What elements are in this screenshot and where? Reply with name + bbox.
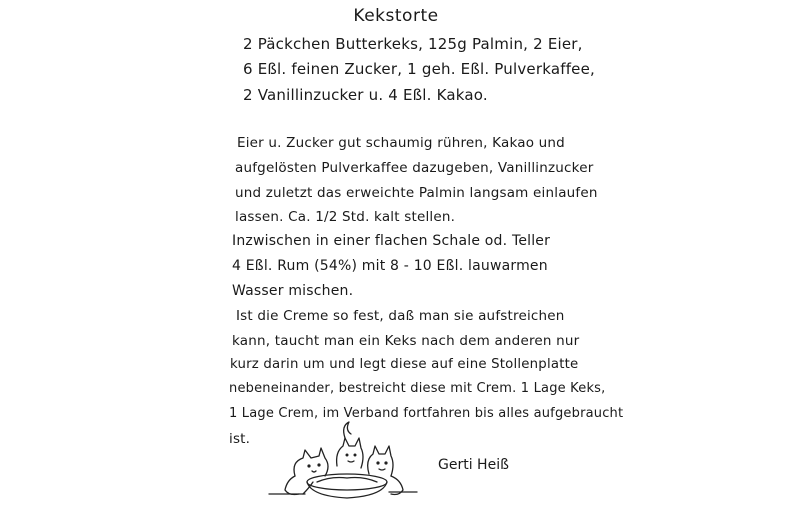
instruction-line: aufgelösten Pulverkaffee dazugeben, Vanillinzucker — [235, 160, 594, 176]
ingredient-line: 2 Vanillinzucker u. 4 Eßl. Kakao. — [243, 86, 488, 104]
instruction-line: und zuletzt das erweichte Palmin langsam einlaufen — [235, 185, 598, 201]
instruction-line: Inzwischen in einer flachen Schale od. Teller — [232, 233, 551, 249]
instruction-line: Wasser mischen. — [232, 283, 354, 299]
cats-bowl-illustration — [265, 418, 425, 508]
instruction-line: Ist die Creme so fest, daß man sie aufstreichen — [236, 308, 565, 324]
instruction-line: 1 Lage Crem, im Verband fortfahren bis alles aufgebraucht — [229, 406, 624, 421]
ingredient-line: 6 Eßl. feinen Zucker, 1 geh. Eßl. Pulverkaffee, — [243, 60, 596, 78]
signature: Gerti Heiß — [438, 457, 509, 473]
ingredient-line: 2 Päckchen Butterkeks, 125g Palmin, 2 Eier, — [243, 35, 583, 53]
instruction-line: lassen. Ca. 1/2 Std. kalt stellen. — [235, 209, 456, 225]
recipe-title: Kekstorte — [353, 6, 439, 26]
instruction-line: 4 Eßl. Rum (54%) mit 8 - 10 Eßl. lauwarmen — [232, 258, 548, 274]
instruction-line: kurz darin um und legt diese auf eine Stollenplatte — [230, 357, 579, 372]
instruction-line: Eier u. Zucker gut schaumig rühren, Kakao und — [237, 135, 565, 151]
instruction-line: nebeneinander, bestreicht diese mit Crem. 1 Lage Keks, — [229, 381, 606, 396]
instruction-line: ist. — [229, 431, 251, 447]
instruction-line: kann, taucht man ein Keks nach dem anderen nur — [232, 333, 580, 349]
